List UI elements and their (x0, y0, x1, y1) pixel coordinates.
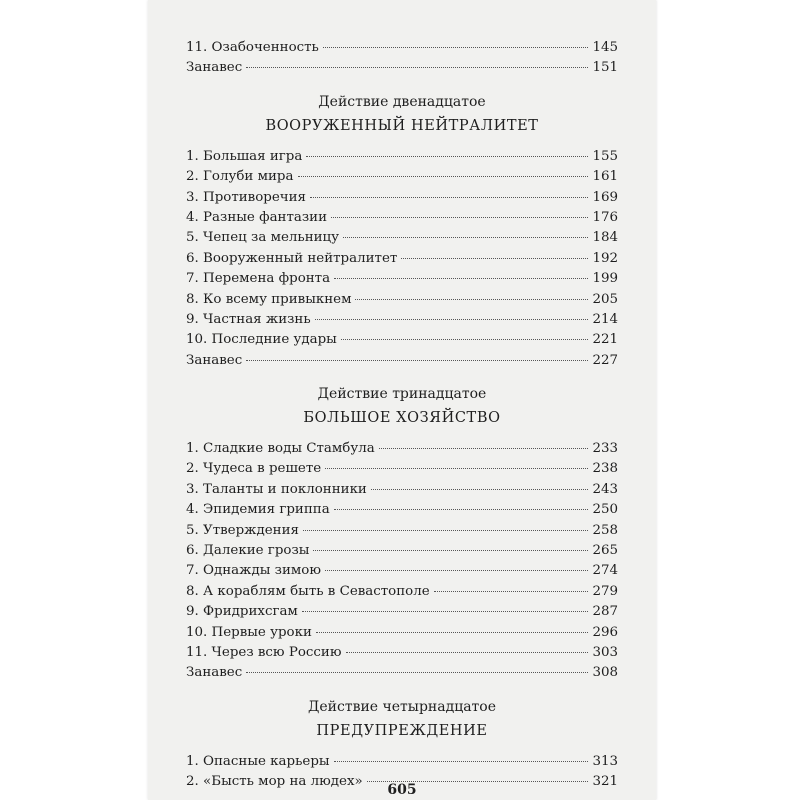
toc-entry-title: 1. Большая игра (186, 148, 303, 164)
toc-entry-page: 199 (592, 271, 618, 287)
toc-entry-page: 296 (592, 624, 618, 640)
toc-entry-page: 233 (592, 441, 618, 457)
dot-leader (315, 319, 589, 320)
dot-leader (401, 258, 588, 259)
toc-entry-title: 1. Сладкие воды Стамбула (186, 441, 375, 457)
toc-entry-page: 321 (592, 774, 618, 790)
toc-entry (186, 602, 618, 622)
toc-entry-page: 221 (592, 332, 618, 348)
toc-entry (186, 541, 618, 561)
toc-entry-title: 8. Ко всему привыкнем (186, 291, 352, 307)
dot-leader (246, 67, 588, 68)
toc-entry-title: 7. Однажды зимою (186, 563, 322, 579)
toc-entry (186, 561, 618, 581)
toc-entry-page: 238 (592, 461, 618, 477)
dot-leader (316, 632, 589, 633)
toc-entry (186, 459, 618, 479)
toc-entry-page: 176 (592, 209, 618, 225)
toc-entry-page: 155 (592, 148, 618, 164)
toc-entry-page: 184 (592, 230, 618, 246)
toc-entry (186, 500, 618, 520)
dot-leader (298, 176, 589, 177)
toc-entry (186, 663, 618, 683)
toc-entry-title: 5. Чепец за мельницу (186, 230, 340, 246)
dot-leader (246, 672, 588, 673)
dot-leader (325, 468, 588, 469)
toc-entry-page: 279 (592, 583, 618, 599)
dot-leader (346, 652, 589, 653)
toc-entry-title: 7. Перемена фронта (186, 271, 331, 287)
toc-entry (186, 623, 618, 643)
toc-entry-title: 6. Далекие грозы (186, 543, 310, 559)
toc-entry (186, 439, 618, 459)
toc-entry (186, 290, 618, 310)
toc-entry (186, 188, 618, 208)
dot-leader (434, 591, 589, 592)
dot-leader (246, 360, 588, 361)
toc-entry (186, 269, 618, 289)
book-page (148, 0, 656, 800)
toc-entry-title: 4. Разные фантазии (186, 209, 328, 225)
section-title: ПРЕДУПРЕЖДЕНИЕ (316, 722, 488, 739)
toc-entry-title: 11. Озабоченность (186, 40, 319, 55)
toc-entry-title: 10. Первые уроки (186, 624, 312, 640)
toc-entry (186, 351, 618, 371)
toc-entry-title: 1. Опасные карьеры (186, 753, 330, 769)
toc-entry-page: 205 (592, 291, 618, 307)
toc-entry-title: 5. Утверждения (186, 522, 299, 538)
toc-entry-title: 2. «Бысть мор на людех» (186, 774, 363, 790)
toc-entry (186, 58, 618, 78)
section-title: БОЛЬШОЕ ХОЗЯЙСТВО (303, 410, 501, 427)
dot-leader (313, 550, 588, 551)
toc-entry-page: 265 (592, 543, 618, 559)
toc-entry (186, 752, 618, 772)
toc-entry-page: 145 (592, 40, 618, 55)
toc-entry-title: 10. Последние удары (186, 332, 337, 348)
dot-leader (323, 47, 589, 48)
toc-entry (186, 330, 618, 350)
toc-entry-page: 287 (592, 604, 618, 620)
toc-entry-page: 303 (592, 644, 618, 660)
toc-entry (186, 643, 618, 663)
dot-leader (334, 278, 588, 279)
dot-leader (331, 217, 588, 218)
toc-entry (186, 480, 618, 500)
dot-leader (303, 530, 588, 531)
toc-entry-title: 9. Частная жизнь (186, 311, 311, 327)
toc-entry (186, 147, 618, 167)
dot-leader (306, 156, 588, 157)
toc-entry (186, 521, 618, 541)
toc-entry-title: 4. Эпидемия гриппа (186, 502, 330, 518)
toc-entry-page: 169 (592, 189, 618, 205)
toc-entry-title: 3. Таланты и поклонники (186, 481, 367, 497)
toc-entry-title: 6. Вооруженный нейтралитет (186, 250, 398, 266)
toc-entry-page: 151 (592, 60, 618, 76)
toc-entry (186, 582, 618, 602)
toc-entry-page: 214 (592, 311, 618, 327)
toc-entry (186, 208, 618, 228)
dot-leader (334, 509, 589, 510)
toc-entry-title: 9. Фридрихсгам (186, 604, 298, 620)
dot-leader (334, 761, 589, 762)
toc-entry-page: 313 (592, 753, 618, 769)
dot-leader (371, 489, 589, 490)
dot-leader (343, 237, 588, 238)
toc-entry (186, 167, 618, 187)
toc-entry (186, 228, 618, 248)
dot-leader (341, 339, 589, 340)
toc-entry-title: Занавес (186, 60, 243, 76)
toc-entry-title: Занавес (186, 665, 243, 681)
toc-entry-page: 192 (592, 250, 618, 266)
toc-entry-title: 2. Голуби мира (186, 169, 294, 185)
toc-entry (186, 249, 618, 269)
section-title: ВООРУЖЕННЫЙ НЕЙТРАЛИТЕТ (265, 117, 539, 134)
toc-entry (186, 38, 618, 58)
toc-entry-title: Занавес (186, 352, 243, 368)
toc-entry-title: 11. Через всю Россию (186, 644, 342, 660)
dot-leader (310, 197, 588, 198)
toc-entry-title: 2. Чудеса в решете (186, 461, 322, 477)
dot-leader (325, 570, 588, 571)
toc-entry-title: 8. А кораблям быть в Севастополе (186, 583, 430, 599)
act-heading: Действие тринадцатое (317, 386, 487, 403)
toc-entry (186, 310, 618, 330)
page-number: 605 (387, 782, 417, 798)
act-heading: Действие двенадцатое (318, 93, 486, 110)
dot-leader (302, 611, 589, 612)
toc-entry-title: 3. Противоречия (186, 189, 306, 205)
toc-entry-page: 161 (592, 169, 618, 185)
table-of-contents (186, 38, 618, 793)
toc-entry-page: 258 (592, 522, 618, 538)
toc-entry-page: 243 (592, 481, 618, 497)
toc-entry-page: 227 (592, 352, 618, 368)
toc-entry-page: 250 (592, 502, 618, 518)
toc-entry-page: 308 (592, 665, 618, 681)
dot-leader (379, 448, 589, 449)
act-heading: Действие четырнадцатое (307, 698, 497, 715)
toc-entry-page: 274 (592, 563, 618, 579)
dot-leader (355, 299, 588, 300)
